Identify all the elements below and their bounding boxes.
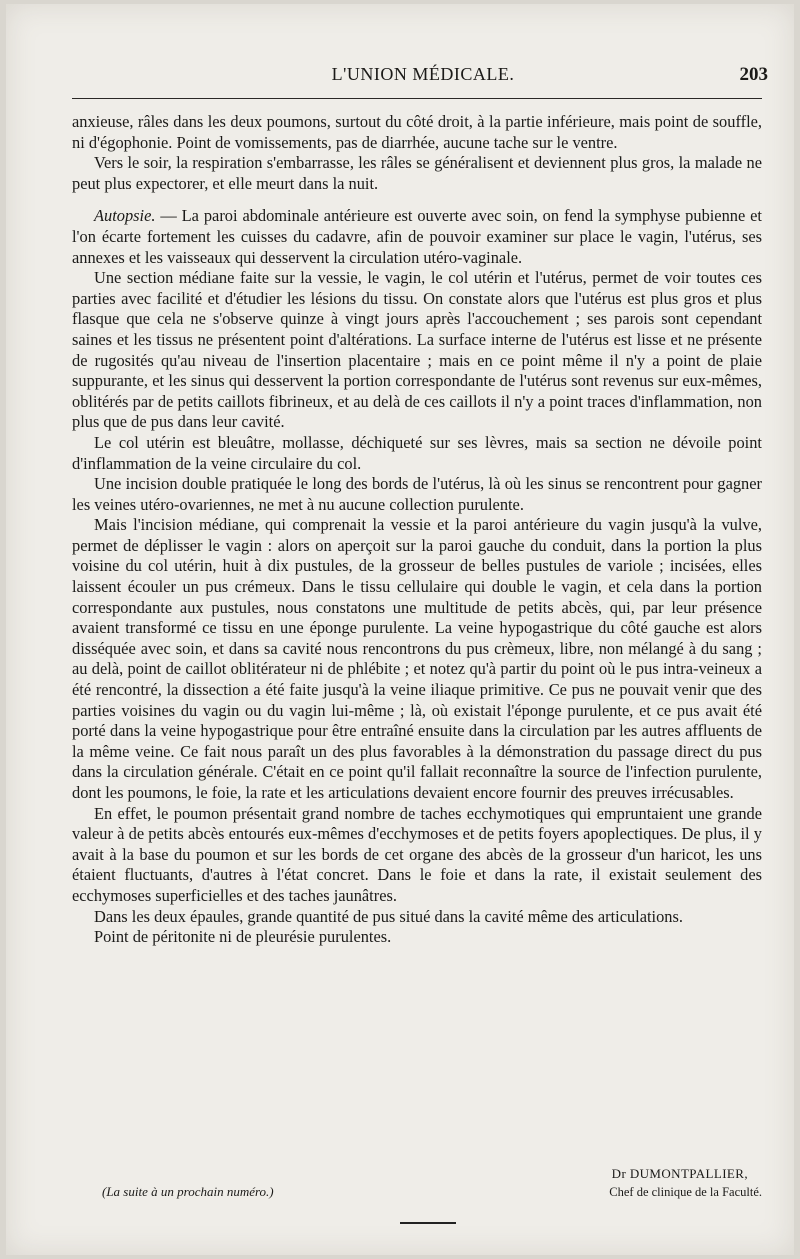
paragraph-4: Une section médiane faite sur la vessie, le vagin, le col utérin et l'utérus, permet de voir toutes ces parties avec facilité et d'étudier les lésions du tissu. On constate alors que l'utérus est plus gros et plus flasque que cela ne s'observe quinze à vingt jours après l'accouchement ; ses parois sont cependant saines et les tissus ne présentent point d'altérations. La surface interne de l'utérus est lisse et ne présente de rugosités qu'au niveau de l'insertion placentaire ; mais en ce point même il n'y a point de plaie suppurante, et les sinus qui desservent la portion correspondante de l'utérus sont revenus sur eux-mêmes, oblitérés par de petits caillots fibrineux, et au delà de ces caillots il n'y a point traces d'inflammation, non plus que de pus dans leur cavité. bbox=[72, 268, 762, 432]
page-header bbox=[78, 64, 768, 94]
page-number: 203 bbox=[739, 64, 768, 85]
paragraph-1: anxieuse, râles dans les deux poumons, surtout du côté droit, à la partie inférieure, mais point de souffle, ni d'égophonie. Point de vomissements, pas de diarrhée, aucune tache sur le ventre. bbox=[72, 112, 762, 152]
paragraph-5: Le col utérin est bleuâtre, mollasse, déchiqueté sur ses lèvres, mais sa section ne dévoile point d'inflammation de la veine circulaire du col. bbox=[72, 432, 762, 473]
autopsie-lead: Autopsie. bbox=[94, 206, 156, 226]
paragraph-7: Mais l'incision médiane, qui comprenait la vessie et la paroi antérieure du vagin jusqu'à la vulve, permet de déplisser le vagin : alors on aperçoit sur la paroi gauche du conduit, dans la portion la plus voisine du col utérin, huit à dix pustules, de la grosseur de belles pustules de variole ; incisées, elles laissent écouler un pus crémeux. Dans le tissu cellulaire qui double le vagin, et cela dans la portion correspondante aux pustules, nous constatons une multitude de petits abcès, qui, par leur présence avaient transformé ce tissu en une éponge purulente. La veine hypogastrique du côté gauche est alors disséquée avec soin, et dans sa cavité nous rencontrons du pus crèmeux, libre, non mélangé à du sang ; au delà, point de caillot oblitérateur ni de phlébite ; et notez qu'à partir du point où le pus intra-veineux a été rencontré, la dissection a été faite jusqu'à la veine iliaque primitive. Ce pus ne pouvait venir que des parties voisines du vagin ou du vagin lui-même ; là, où existait l'éponge purulente, et ce pus avait été porté dans la veine hypogastrique pour être entraîné ensuite dans la circulation par les autres affluents de la même veine. Ce fait nous paraît un des plus favorables à la démonstration du passage direct du pus dans la circulation générale. C'était en ce point qu'il fallait reconnaître la source de l'infection purulente, dont les poumons, le foie, la rate et les articulations devaient encore fournir des preuves irrécusables. bbox=[72, 515, 762, 802]
signature-block bbox=[72, 1166, 762, 1206]
header-rule bbox=[72, 98, 762, 99]
paragraph-2: Vers le soir, la respiration s'embarrasse, les râles se généralisent et deviennent plus gros, la malade ne peut plus expectorer, et elle meurt dans la nuit. bbox=[72, 153, 762, 193]
article-body bbox=[72, 112, 762, 948]
author-name: Dr DUMONTPALLIER, bbox=[611, 1166, 748, 1181]
continued-note: (La suite à un prochain numéro.) bbox=[102, 1184, 274, 1199]
paragraph-autopsie bbox=[72, 206, 762, 268]
paragraph-10: Point de péritonite ni de pleurésie purulentes. bbox=[94, 927, 392, 947]
running-title: L'UNION MÉDICALE. bbox=[331, 64, 515, 84]
author-title: Chef de clinique de la Faculté. bbox=[609, 1185, 762, 1199]
autopsie-text: — La paroi abdominale antérieure est ouverte avec soin, on fend la symphyse pubienne et l'on écarte fortement les cuisses du cadavre, afin de pouvoir examiner sur place le vagin, l'utérus, ses annexes et les vaisseaux qui desservent la circulation utéro-vaginale. bbox=[72, 206, 762, 267]
paragraph-8: En effet, le poumon présentait grand nombre de taches ecchymotiques qui empruntaient une grande valeur à de petits abcès entourés eux-mêmes d'ecchymoses et de petits foyers apoplectiques. De plus, il y avait à la base du poumon et sur les bords de cet organe des abcès de la grosseur d'un haricot, les uns étaient fluctuants, d'autres à l'état concret. Dans le foie et dans la rate, il existait seulement des ecchymoses superficielles et des taches jaunâtres. bbox=[72, 803, 762, 905]
paragraph-6: Une incision double pratiquée le long des bords de l'utérus, là où les sinus se rencontrent pour gagner les veines utéro-ovariennes, ne met à nu aucune collection purulente. bbox=[72, 474, 762, 514]
paragraph-9: Dans les deux épaules, grande quantité de pus situé dans la cavité même des articulations. bbox=[94, 906, 683, 926]
end-rule bbox=[400, 1222, 456, 1224]
